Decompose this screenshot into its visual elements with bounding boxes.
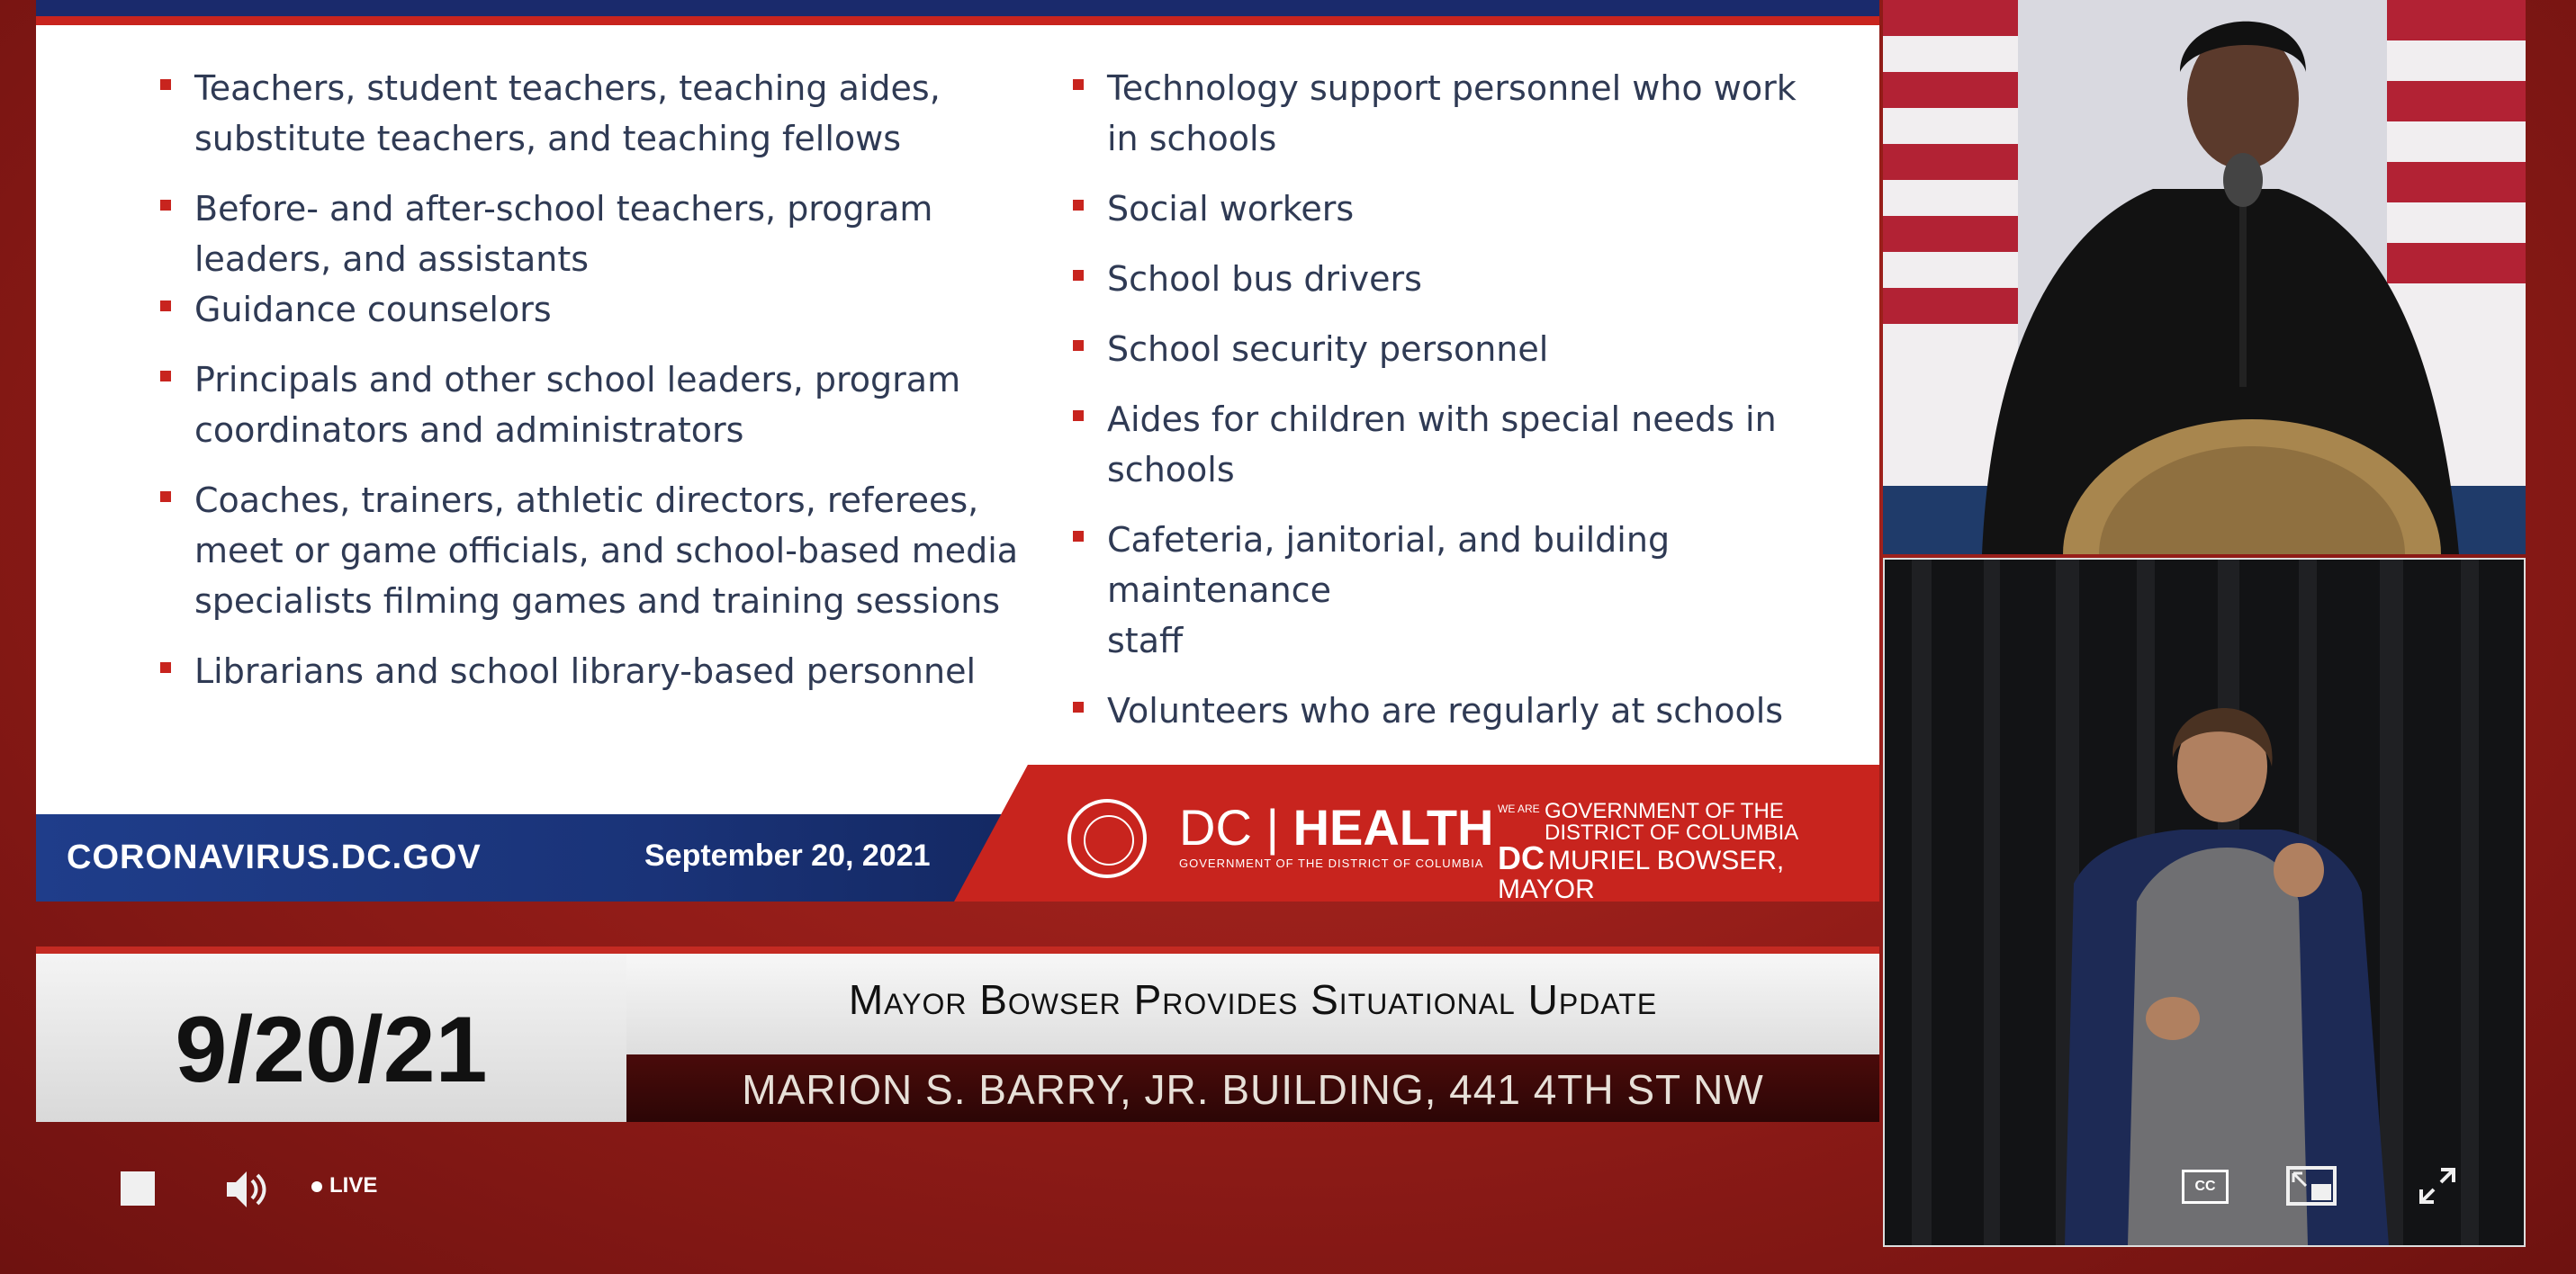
slide-date: September 20, 2021 [644,839,931,873]
bullet-line: Coaches, trainers, athletic directors, referees, [194,480,979,520]
bullet-line: Social workers [1107,189,1355,229]
govt-line1: GOVERNMENT OF THE [1545,799,1784,823]
we-are-label: WE ARE [1498,803,1540,815]
bullet-item [1035,324,1872,374]
bullet-line: School bus drivers [1107,259,1422,299]
bullet-icon [1073,270,1084,281]
speaker-video [1883,0,2526,554]
bullet-line: Principals and other school leaders, program [194,360,961,399]
bullet-line: Before- and after-school teachers, program [194,189,933,229]
govt-line2: DISTRICT OF COLUMBIA [1545,821,1799,845]
bullet-icon [1073,410,1084,421]
lower-third-title: Mayor Bowser Provides Situational Update [848,976,1658,1023]
govt-mayor: MURIEL BOWSER, MAYOR [1498,846,1785,902]
live-label: LIVE [329,1173,378,1198]
bullet-icon [1073,340,1084,351]
bullet-item [122,284,1022,335]
fullscreen-icon[interactable] [2416,1164,2459,1207]
bullet-line: leaders, and assistants [194,239,590,279]
bullet-line: Technology support personnel who work [1107,68,1797,108]
live-indicator [311,1173,377,1198]
bullet-line: staff [1107,621,1184,660]
picture-in-picture-icon[interactable] [2286,1166,2337,1206]
volume-icon[interactable] [221,1164,272,1215]
bullet-item [122,63,1022,164]
bullet-line: meet or game officials, and school-based media [194,531,1019,570]
bullet-icon [1073,200,1084,211]
slide-top-bar [36,0,1879,16]
bullet-icon [160,662,171,673]
bullet-item [1035,515,1872,666]
slide [36,0,1879,902]
bullet-line: Aides for children with special needs in schools [1107,399,1777,489]
bullet-line: Cafeteria, janitorial, and building maintenance [1107,520,1671,610]
bullet-line: School security personnel [1107,329,1549,369]
dc-seal-logo [1067,799,1147,878]
bullet-item [1035,184,1872,234]
bullet-icon [160,200,171,211]
bullet-icon [160,371,171,381]
dc-health-sub: GOVERNMENT OF THE DISTRICT OF COLUMBIA [1179,857,1484,870]
stop-button[interactable] [121,1171,155,1206]
bullet-icon [160,491,171,502]
bullet-icon [1073,702,1084,713]
bullet-line: specialists filming games and training sessions [194,581,1001,621]
bullet-item [1035,394,1872,495]
bullet-icon [160,79,171,90]
bullet-item [1035,686,1872,736]
bullet-item [1035,254,1872,304]
bullet-line: Volunteers who are regularly at schools [1107,691,1784,731]
bullet-icon [1073,531,1084,542]
bullet-line: Librarians and school library-based personnel [194,651,977,691]
player-controls [0,1143,2576,1233]
bullet-icon [160,301,171,311]
bullet-item [122,475,1022,626]
dc-health-left: DC [1179,799,1252,856]
dc-health-right: HEALTH [1293,799,1494,856]
bullet-line: coordinators and administrators [194,410,744,450]
bullet-line: Guidance counselors [194,290,552,329]
live-dot-icon [311,1181,322,1192]
lower-third-date: 9/20/21 [175,998,488,1102]
bullet-item [122,184,1022,284]
lower-third [36,947,1879,1122]
slide-footer [36,765,1879,902]
lower-third-location: MARION S. BARRY, JR. BUILDING, 441 4TH ST NW [742,1066,1764,1113]
bullet-line: substitute teachers, and teaching fellows [194,119,902,158]
bullet-item [122,646,1022,696]
bullet-item [1035,63,1872,164]
bullet-item [122,354,1022,455]
bullet-line: in schools [1107,119,1277,158]
lower-third-location-bar [626,1054,1879,1122]
dc-government-logo [1498,801,1879,902]
slide-top-red-stripe [36,16,1879,25]
closed-captions-button[interactable]: CC [2182,1170,2229,1204]
left-bullet-list [122,63,1022,716]
bullet-icon [1073,79,1084,90]
speaker-video-image [1883,0,2526,554]
right-bullet-list [1035,63,1872,756]
lower-third-title-bar [626,954,1879,1054]
coronavirus-site: CORONAVIRUS.DC.GOV [67,839,482,876]
govt-dc: DC [1498,839,1545,876]
bullet-line: Teachers, student teachers, teaching aides, [194,68,941,108]
lower-third-date-box [36,954,626,1122]
dc-health-logo: DC | HEALTH GOVERNMENT OF THE DISTRICT OF COLUMBIA [1179,799,1494,870]
